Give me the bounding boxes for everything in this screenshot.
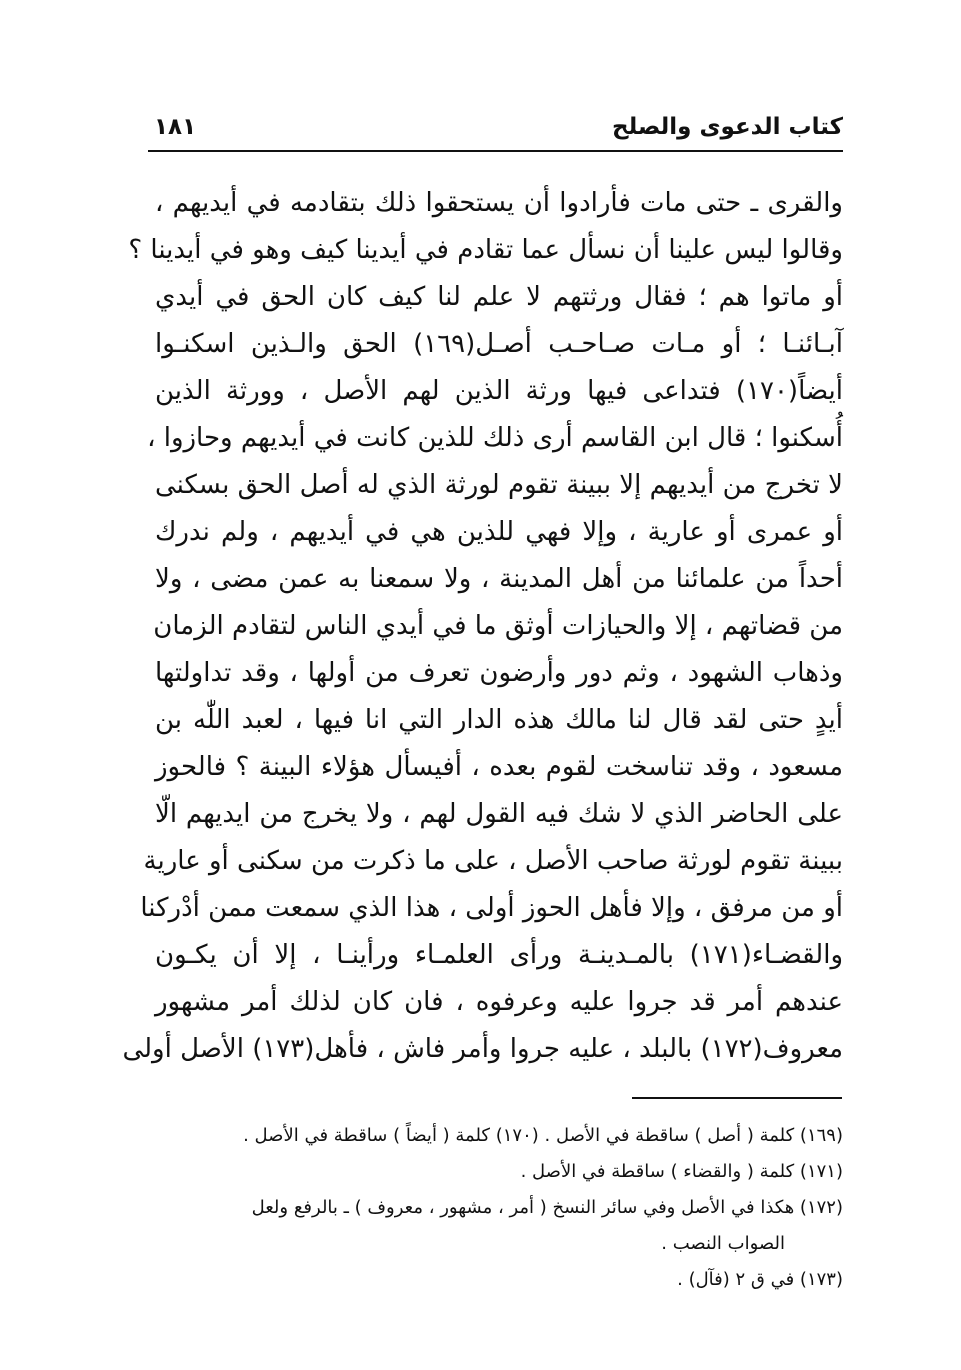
page-number: ١٨١ (154, 114, 197, 140)
text-line: أو عمرى أو عارية ، وإلا فهي للذين هي في أيديهم ، ولم ندرك (155, 517, 843, 547)
text-line: وذهاب الشهود ، وثم دور وأرضون تعرف من أولها ، وقد تداولتها (155, 658, 843, 688)
text-line: أو ماتوا هم ؛ فقال ورثتهم لا علم لنا كيف كان الحق في أيدي (155, 282, 843, 312)
footnote: (١٧١) كلمة ( والقضاء ) ساقطة في الأصل . (520, 1161, 843, 1182)
text-line: آبـائنـا ؛ أو مـات صـاحـب أصـل(١٦٩) الحق والـذين اسكنـوا (155, 329, 843, 359)
main-text (122, 180, 843, 1073)
running-title: كتاب الدعوى والصلح (612, 114, 843, 140)
text-line: أُسكنوا ؛ قال ابن القاسم أرى ذلك للذين كانت في أيديهم وحازوا ، (147, 423, 843, 453)
text-line: أيضاً(١٧٠) فتداعى فيها ورثة الذين لهم الأصل ، وورثة الذين (155, 376, 843, 406)
page-header (148, 108, 843, 152)
footnote: (١٦٩) كلمة ( أصل ) ساقطة في الأصل . (١٧٠) كلمة ( أيضاً ) ساقطة في الأصل . (243, 1125, 843, 1146)
text-line: على الحاضر الذي لا شك فيه القول لهم ، ولا يخرج من ايديهم الّا (155, 799, 843, 829)
text-line: لا تخرج من أيديهم إلا ببينة تقوم لورثة الذي له أصل الحق بسكنى (155, 470, 843, 500)
footnotes (150, 1118, 843, 1298)
text-line: من قضاتهم ، إلا والحيازات أوثق ما في أيدي الناس لتقادم الزمان (153, 611, 843, 641)
footnote-separator (632, 1097, 842, 1099)
footnote: (١٧٢) هكذا في الأصل وفي سائر النسخ ( أمر ، مشهور ، معروف ) ـ بالرفع ولعل (251, 1197, 843, 1218)
text-line: عندهم أمر قد جروا عليه وعرفوه ، فان كان لذلك أمر مشهور (155, 987, 843, 1017)
text-line: والقرى ـ حتى مات فأرادوا أن يستحقوا ذلك بتقادمه في أيديهم ، (155, 188, 843, 218)
text-line: مسعود ، وقد تناسخت لقوم بعده ، أفيسأل هؤلاء البينة ؟ فالحوز (155, 752, 843, 782)
text-line: أو من مرفق ، وإلا فأهل الحوز أولى ، هذا الذي سمعت ممن أدْركنا (140, 893, 843, 923)
text-line: ببينة تقوم لورثة صاحب الأصل ، على ما ذكرت من سكنى أو عارية (143, 846, 843, 876)
text-line: أيدٍ حتى لقد قال لنا مالك هذه الدار التي انا فيها ، لعبد اللّٰه بن (155, 705, 843, 735)
footnote-continuation: الصواب النصب . (661, 1233, 785, 1254)
footnote: (١٧٣) في ق ٢ (فآل) . (677, 1269, 843, 1290)
text-line: معروف(١٧٢) بالبلد ، عليه جروا وأمر فاش ، فأهل(١٧٣) الأصل أولى (122, 1034, 843, 1064)
text-line: وقالوا ليس علينا أن نسأل عما تقادم في أيدينا كيف وهو في أيدينا ؟ (128, 235, 843, 265)
text-line: والقضـاء(١٧١) بالمـدينـة ورأى العلمـاء ورأينـا ، إلا أن يكـون (155, 940, 843, 970)
text-line: أحداً من علمائنا من أهل المدينة ، ولا سمعنا به عمن مضى ، ولا (155, 564, 843, 594)
